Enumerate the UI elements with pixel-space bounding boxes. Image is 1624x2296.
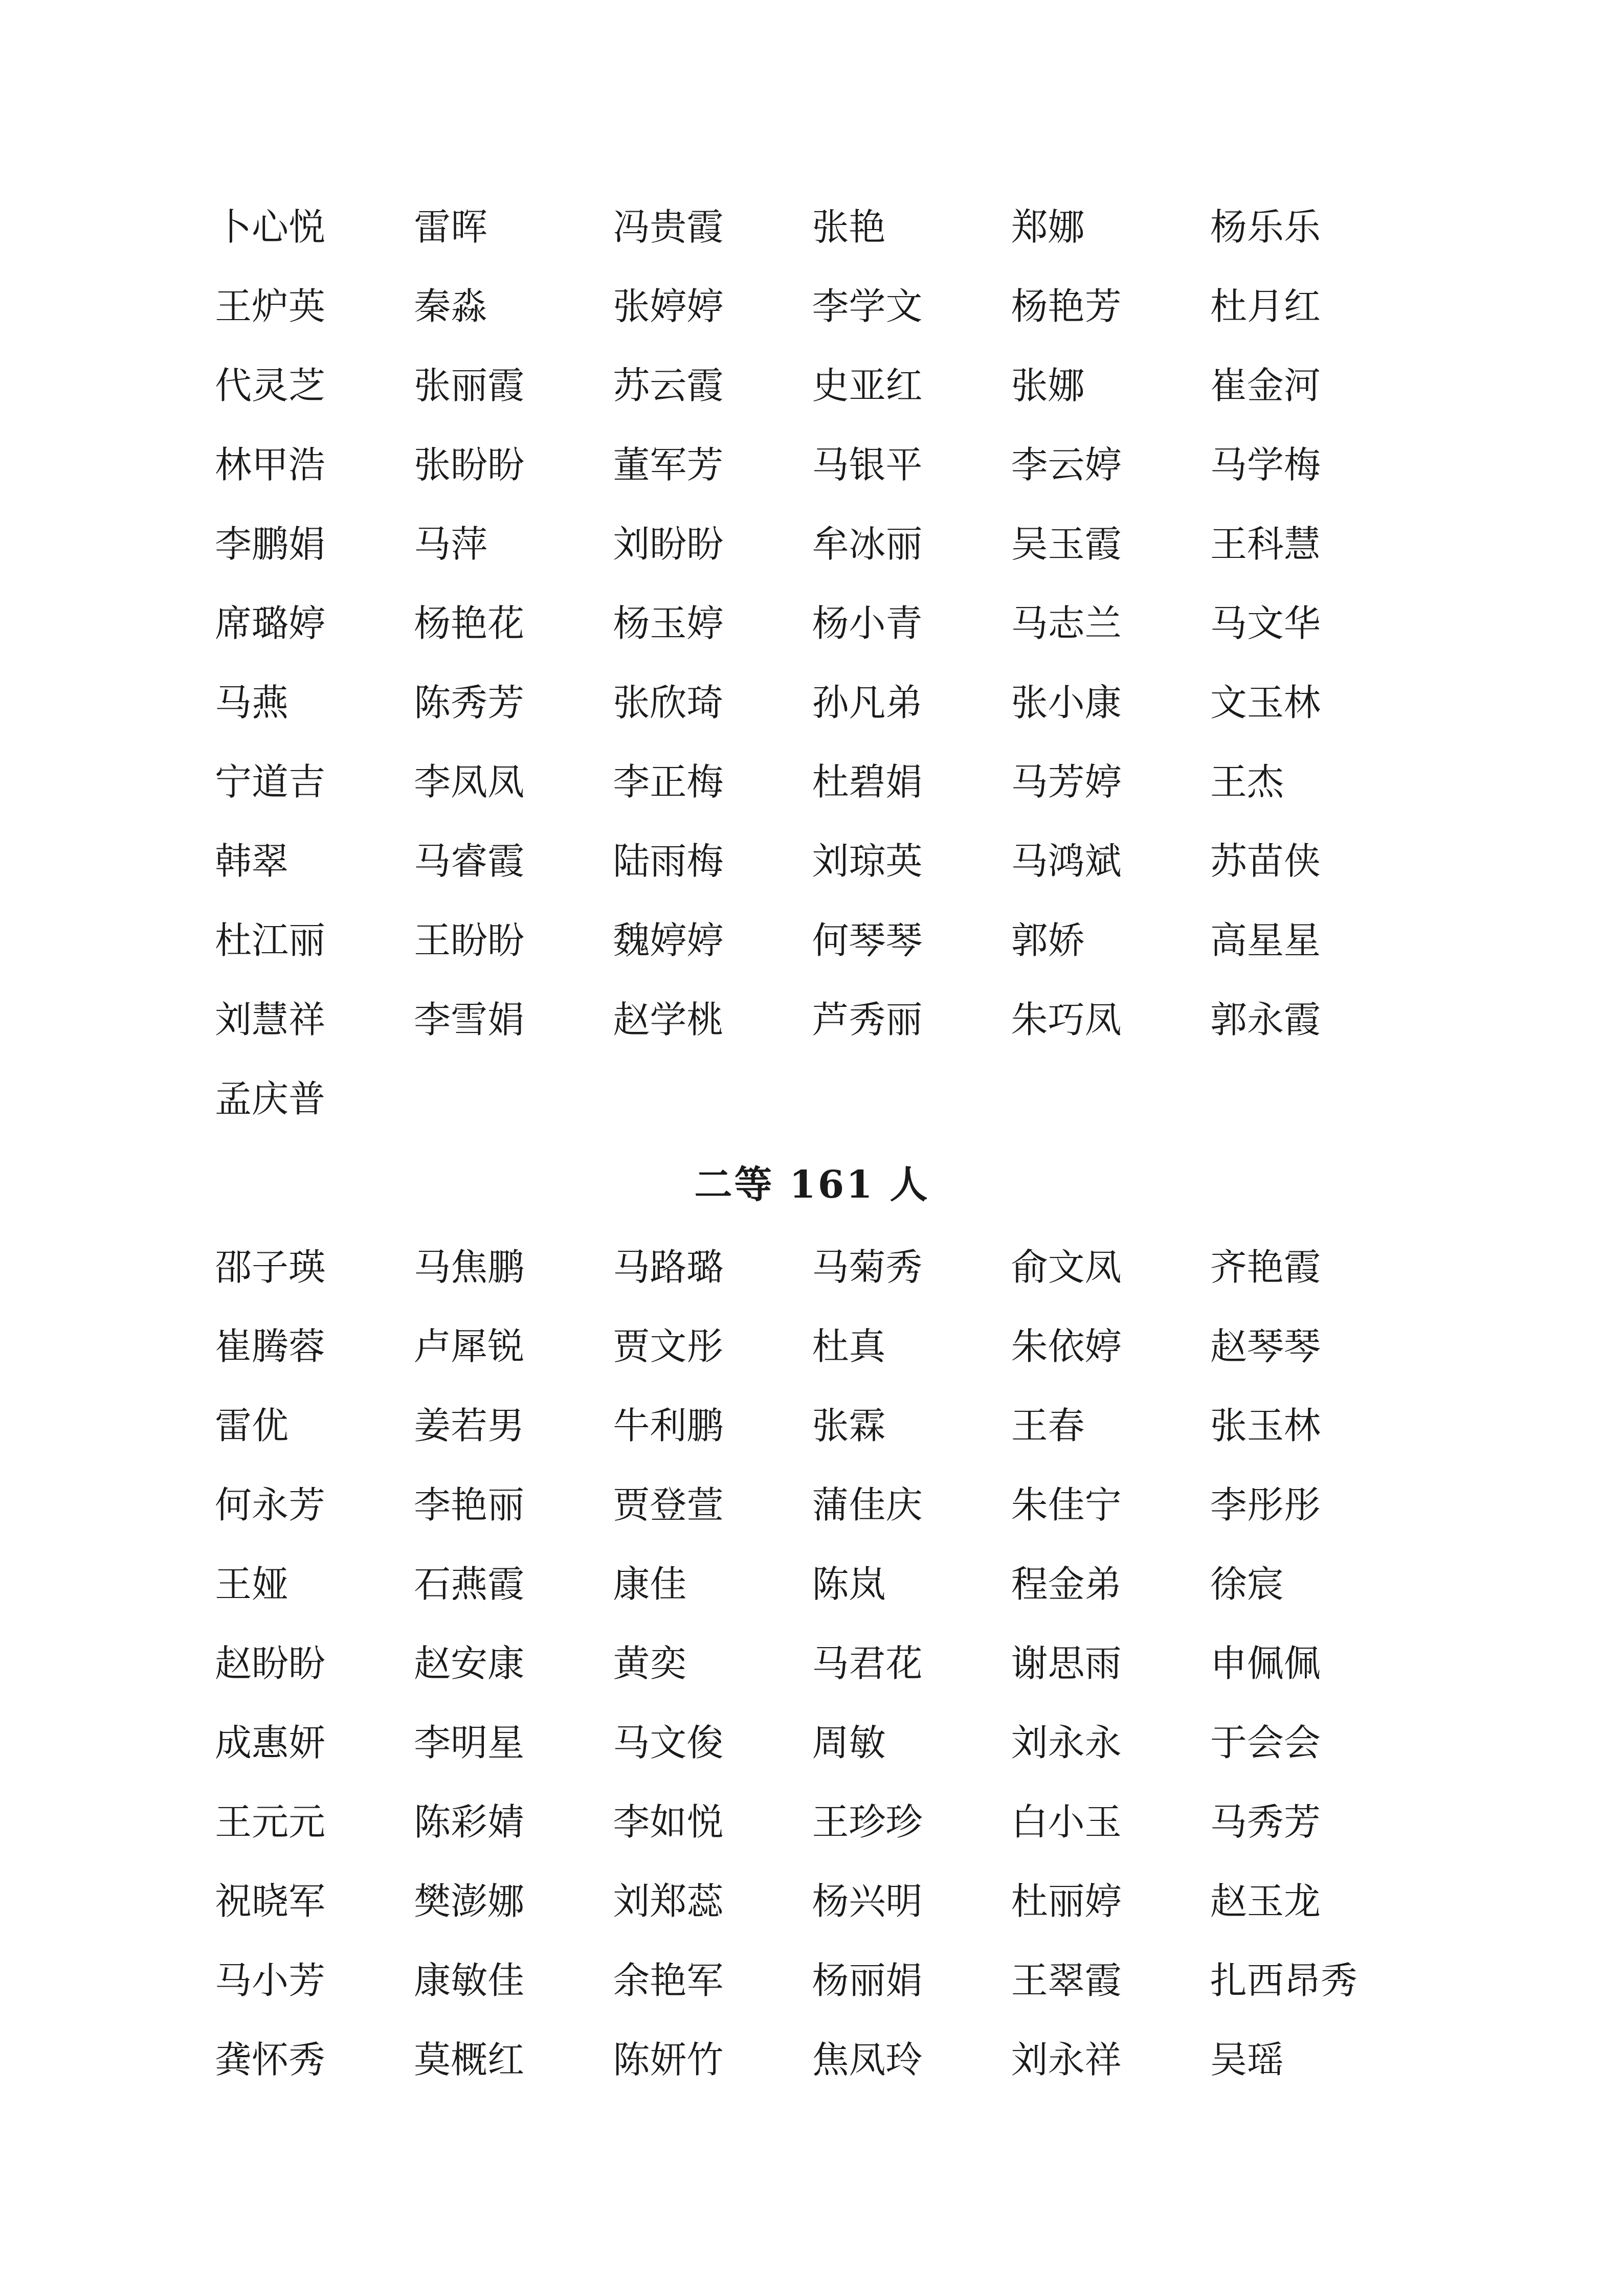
name-cell bbox=[414, 897, 613, 977]
name-cell bbox=[215, 1779, 414, 1858]
name-cell bbox=[812, 1620, 1011, 1700]
name-cell bbox=[215, 1303, 414, 1383]
name-cell bbox=[812, 739, 1011, 818]
name-cell bbox=[812, 660, 1011, 739]
name-cell bbox=[1011, 1858, 1210, 1938]
name-text: 于会会 bbox=[1210, 1721, 1321, 1764]
name-cell bbox=[414, 1700, 613, 1779]
name-cell bbox=[414, 501, 613, 580]
name-cell bbox=[215, 660, 414, 739]
name-cell bbox=[215, 739, 414, 818]
name-cell bbox=[613, 1303, 812, 1383]
name-text: 郭永霞 bbox=[1210, 998, 1321, 1041]
name-cell bbox=[613, 263, 812, 343]
name-cell bbox=[1210, 1700, 1409, 1779]
name-text: 芦秀丽 bbox=[812, 998, 923, 1041]
name-cell bbox=[414, 2017, 613, 2096]
name-cell bbox=[1210, 739, 1409, 818]
name-text: 白小玉 bbox=[1011, 1800, 1122, 1843]
name-cell bbox=[414, 739, 613, 818]
name-cell bbox=[1210, 422, 1409, 501]
name-text: 龚怀秀 bbox=[215, 2038, 326, 2081]
name-text: 李如悦 bbox=[613, 1800, 724, 1843]
name-text: 杨丽娟 bbox=[812, 1959, 923, 2002]
name-text: 刘永祥 bbox=[1011, 2038, 1122, 2081]
name-cell bbox=[215, 818, 414, 897]
name-cell bbox=[1210, 818, 1409, 897]
name-text: 张霖 bbox=[812, 1404, 886, 1447]
name-cell bbox=[812, 1541, 1011, 1620]
name-text: 马银平 bbox=[812, 443, 923, 486]
name-text: 蒲佳庆 bbox=[812, 1483, 923, 1526]
name-text: 冯贵霞 bbox=[613, 205, 724, 249]
name-text: 崔金河 bbox=[1210, 364, 1321, 407]
name-cell bbox=[215, 1858, 414, 1938]
name-text: 谢思雨 bbox=[1011, 1641, 1122, 1685]
name-text: 卢犀锐 bbox=[414, 1324, 525, 1368]
name-text: 何琴琴 bbox=[812, 918, 923, 962]
name-text: 韩翠 bbox=[215, 839, 289, 883]
name-cell bbox=[1011, 1224, 1210, 1303]
name-text: 杨艳芳 bbox=[1011, 284, 1122, 328]
name-text: 王娅 bbox=[215, 1562, 289, 1606]
name-cell bbox=[414, 184, 613, 263]
name-cell bbox=[1011, 1938, 1210, 2017]
name-cell bbox=[613, 2017, 812, 2096]
name-cell bbox=[613, 1938, 812, 2017]
name-text: 马小芳 bbox=[215, 1959, 326, 2002]
name-cell bbox=[812, 1303, 1011, 1383]
name-text: 王珍珍 bbox=[812, 1800, 923, 1843]
name-cell bbox=[1210, 977, 1409, 1056]
name-cell bbox=[812, 1383, 1011, 1462]
name-text: 王盼盼 bbox=[414, 918, 525, 962]
name-cell bbox=[613, 1858, 812, 1938]
name-text: 赵盼盼 bbox=[215, 1641, 326, 1685]
name-text: 马学梅 bbox=[1210, 443, 1321, 486]
name-text: 李学文 bbox=[812, 284, 923, 328]
name-cell bbox=[1210, 501, 1409, 580]
name-cell bbox=[215, 1224, 414, 1303]
name-cell bbox=[1011, 1541, 1210, 1620]
name-cell bbox=[1210, 660, 1409, 739]
name-cell bbox=[414, 818, 613, 897]
name-cell bbox=[613, 1462, 812, 1541]
name-cell bbox=[613, 1541, 812, 1620]
name-text: 李正梅 bbox=[613, 760, 724, 803]
name-cell bbox=[1210, 897, 1409, 977]
name-text: 余艳军 bbox=[613, 1959, 724, 2002]
name-cell bbox=[613, 184, 812, 263]
name-cell bbox=[414, 1938, 613, 2017]
name-text: 俞文凤 bbox=[1011, 1245, 1122, 1289]
name-text: 陈彩婧 bbox=[414, 1800, 525, 1843]
name-cell bbox=[1210, 1303, 1409, 1383]
name-cell bbox=[1011, 580, 1210, 660]
name-cell bbox=[1210, 580, 1409, 660]
name-text: 赵琴琴 bbox=[1210, 1324, 1321, 1368]
name-text: 杨玉婷 bbox=[613, 601, 724, 645]
name-cell bbox=[613, 501, 812, 580]
name-text: 姜若男 bbox=[414, 1404, 525, 1447]
name-cell bbox=[812, 184, 1011, 263]
name-text: 吴瑶 bbox=[1210, 2038, 1284, 2081]
name-text: 朱依婷 bbox=[1011, 1324, 1122, 1368]
name-cell bbox=[1011, 1383, 1210, 1462]
name-cell bbox=[414, 977, 613, 1056]
name-cell bbox=[613, 897, 812, 977]
name-cell bbox=[812, 897, 1011, 977]
name-text: 马鸿斌 bbox=[1011, 839, 1122, 883]
name-cell bbox=[1210, 1541, 1409, 1620]
name-cell bbox=[1011, 897, 1210, 977]
name-cell bbox=[812, 977, 1011, 1056]
name-cell bbox=[613, 660, 812, 739]
name-cell bbox=[1011, 739, 1210, 818]
name-text: 贾登萱 bbox=[613, 1483, 724, 1526]
name-cell bbox=[215, 343, 414, 422]
name-text: 陆雨梅 bbox=[613, 839, 724, 883]
name-text: 董军芳 bbox=[613, 443, 724, 486]
name-cell bbox=[613, 1700, 812, 1779]
name-cell bbox=[215, 2017, 414, 2096]
name-text: 王元元 bbox=[215, 1800, 326, 1843]
name-text: 李云婷 bbox=[1011, 443, 1122, 486]
name-text: 陈妍竹 bbox=[613, 2038, 724, 2081]
name-cell bbox=[1210, 1620, 1409, 1700]
name-cell bbox=[414, 1620, 613, 1700]
name-cell bbox=[1011, 184, 1210, 263]
name-text: 王炉英 bbox=[215, 284, 326, 328]
name-cell bbox=[215, 263, 414, 343]
name-cell bbox=[414, 1541, 613, 1620]
name-text: 郑娜 bbox=[1011, 205, 1085, 249]
name-text: 马文华 bbox=[1210, 601, 1321, 645]
name-cell bbox=[812, 1462, 1011, 1541]
name-text: 祝晓军 bbox=[215, 1879, 326, 1923]
name-text: 杨小青 bbox=[812, 601, 923, 645]
name-text: 赵安康 bbox=[414, 1641, 525, 1685]
name-cell bbox=[414, 580, 613, 660]
name-text: 杜丽婷 bbox=[1011, 1879, 1122, 1923]
name-cell bbox=[215, 580, 414, 660]
name-cell bbox=[215, 1056, 414, 1135]
name-text: 刘慧祥 bbox=[215, 998, 326, 1041]
name-text: 杨乐乐 bbox=[1210, 205, 1321, 249]
name-cell bbox=[613, 977, 812, 1056]
name-cell bbox=[1210, 263, 1409, 343]
name-cell bbox=[812, 1938, 1011, 2017]
name-cell bbox=[613, 1383, 812, 1462]
name-text: 雷优 bbox=[215, 1404, 289, 1447]
name-cell bbox=[215, 1462, 414, 1541]
name-text: 赵学桃 bbox=[613, 998, 724, 1041]
name-cell bbox=[613, 422, 812, 501]
name-cell bbox=[613, 818, 812, 897]
name-cell bbox=[414, 263, 613, 343]
name-text: 申佩佩 bbox=[1210, 1641, 1321, 1685]
name-text: 孙凡弟 bbox=[812, 681, 923, 724]
name-text: 席璐婷 bbox=[215, 601, 326, 645]
name-cell bbox=[812, 422, 1011, 501]
name-cell bbox=[812, 501, 1011, 580]
name-cell bbox=[1011, 660, 1210, 739]
name-cell bbox=[1011, 1620, 1210, 1700]
name-list-section-two bbox=[215, 1224, 1409, 2096]
name-text: 杨兴明 bbox=[812, 1879, 923, 1923]
section-two-title bbox=[215, 1155, 1409, 1209]
name-text: 李明星 bbox=[414, 1721, 525, 1764]
name-cell bbox=[414, 1383, 613, 1462]
name-text: 莫概红 bbox=[414, 2038, 525, 2081]
name-cell bbox=[812, 580, 1011, 660]
name-text: 马芳婷 bbox=[1011, 760, 1122, 803]
name-cell bbox=[1011, 1700, 1210, 1779]
name-cell bbox=[1210, 1462, 1409, 1541]
name-cell bbox=[215, 1541, 414, 1620]
name-text: 黄奕 bbox=[613, 1641, 687, 1685]
name-cell bbox=[1011, 501, 1210, 580]
name-cell bbox=[1011, 1779, 1210, 1858]
name-text: 康敏佳 bbox=[414, 1959, 525, 2002]
name-cell bbox=[414, 422, 613, 501]
name-text: 马路璐 bbox=[613, 1245, 724, 1289]
name-cell bbox=[1210, 1224, 1409, 1303]
name-text: 吴玉霞 bbox=[1011, 522, 1122, 566]
name-text: 张欣琦 bbox=[613, 681, 724, 724]
name-text: 张丽霞 bbox=[414, 364, 525, 407]
name-text: 代灵芝 bbox=[215, 364, 326, 407]
name-cell bbox=[613, 1620, 812, 1700]
name-text: 李鹏娟 bbox=[215, 522, 326, 566]
name-text: 成惠妍 bbox=[215, 1721, 326, 1764]
name-cell bbox=[1210, 1938, 1409, 2017]
name-text: 徐宸 bbox=[1210, 1562, 1284, 1606]
name-text: 秦淼 bbox=[414, 284, 488, 328]
name-text: 崔腾蓉 bbox=[215, 1324, 326, 1368]
name-cell bbox=[215, 1383, 414, 1462]
name-text: 康佳 bbox=[613, 1562, 687, 1606]
name-text: 赵玉龙 bbox=[1210, 1879, 1321, 1923]
name-cell bbox=[1210, 2017, 1409, 2096]
name-text: 文玉林 bbox=[1210, 681, 1321, 724]
name-text: 李艳丽 bbox=[414, 1483, 525, 1526]
name-cell bbox=[1011, 977, 1210, 1056]
name-cell bbox=[215, 422, 414, 501]
name-cell bbox=[414, 1779, 613, 1858]
name-cell bbox=[613, 580, 812, 660]
name-text: 马焦鹏 bbox=[414, 1245, 525, 1289]
name-cell bbox=[812, 263, 1011, 343]
name-cell bbox=[812, 1858, 1011, 1938]
name-cell bbox=[215, 1938, 414, 2017]
name-text: 史亚红 bbox=[812, 364, 923, 407]
name-cell bbox=[1210, 1858, 1409, 1938]
name-list-section-one bbox=[215, 184, 1409, 1135]
name-text: 高星星 bbox=[1210, 918, 1321, 962]
name-cell bbox=[215, 1620, 414, 1700]
name-cell bbox=[1011, 263, 1210, 343]
name-text: 杨艳花 bbox=[414, 601, 525, 645]
name-cell bbox=[1011, 1303, 1210, 1383]
section-two-title-text: 二等 161 人 bbox=[694, 1163, 930, 1207]
name-text: 扎西昂秀 bbox=[1210, 1959, 1358, 2002]
name-cell bbox=[1210, 1383, 1409, 1462]
name-cell bbox=[1011, 2017, 1210, 2096]
name-cell bbox=[215, 1700, 414, 1779]
name-text: 石燕霞 bbox=[414, 1562, 525, 1606]
name-text: 雷晖 bbox=[414, 205, 488, 249]
name-text: 牛利鹏 bbox=[613, 1404, 724, 1447]
name-cell bbox=[215, 977, 414, 1056]
name-text: 卜心悦 bbox=[215, 205, 326, 249]
name-text: 刘琼英 bbox=[812, 839, 923, 883]
name-text: 马秀芳 bbox=[1210, 1800, 1321, 1843]
name-text: 贾文彤 bbox=[613, 1324, 724, 1368]
name-text: 杜江丽 bbox=[215, 918, 326, 962]
name-text: 朱佳宁 bbox=[1011, 1483, 1122, 1526]
name-text: 马燕 bbox=[215, 681, 289, 724]
name-text: 马睿霞 bbox=[414, 839, 525, 883]
name-text: 刘盼盼 bbox=[613, 522, 724, 566]
name-text: 焦凤玲 bbox=[812, 2038, 923, 2081]
name-cell bbox=[414, 1224, 613, 1303]
name-text: 林甲浩 bbox=[215, 443, 326, 486]
name-text: 孟庆普 bbox=[215, 1077, 326, 1120]
name-text: 马文俊 bbox=[613, 1721, 724, 1764]
name-text: 何永芳 bbox=[215, 1483, 326, 1526]
name-cell bbox=[414, 660, 613, 739]
name-text: 杜真 bbox=[812, 1324, 886, 1368]
name-text: 郭娇 bbox=[1011, 918, 1085, 962]
name-text: 张婷婷 bbox=[613, 284, 724, 328]
name-cell bbox=[414, 1303, 613, 1383]
name-text: 王杰 bbox=[1210, 760, 1284, 803]
name-text: 张艳 bbox=[812, 205, 886, 249]
name-text: 马萍 bbox=[414, 522, 488, 566]
name-text: 牟冰丽 bbox=[812, 522, 923, 566]
name-cell bbox=[414, 343, 613, 422]
name-text: 王科慧 bbox=[1210, 522, 1321, 566]
name-text: 李彤彤 bbox=[1210, 1483, 1321, 1526]
name-text: 杜碧娟 bbox=[812, 760, 923, 803]
name-text: 苏苗侠 bbox=[1210, 839, 1321, 883]
name-text: 陈岚 bbox=[812, 1562, 886, 1606]
name-cell bbox=[812, 1779, 1011, 1858]
name-cell bbox=[1011, 422, 1210, 501]
name-text: 樊澎娜 bbox=[414, 1879, 525, 1923]
name-text: 苏云霞 bbox=[613, 364, 724, 407]
name-text: 魏婷婷 bbox=[613, 918, 724, 962]
name-cell bbox=[1210, 1779, 1409, 1858]
name-text: 程金弟 bbox=[1011, 1562, 1122, 1606]
name-text: 刘郑蕊 bbox=[613, 1879, 724, 1923]
name-text: 李凤凤 bbox=[414, 760, 525, 803]
name-text: 张小康 bbox=[1011, 681, 1122, 724]
name-text: 马志兰 bbox=[1011, 601, 1122, 645]
name-cell bbox=[812, 2017, 1011, 2096]
name-cell bbox=[215, 501, 414, 580]
name-cell bbox=[1210, 184, 1409, 263]
name-cell bbox=[812, 818, 1011, 897]
name-cell bbox=[613, 1224, 812, 1303]
name-text: 马菊秀 bbox=[812, 1245, 923, 1289]
name-text: 王春 bbox=[1011, 1404, 1085, 1447]
name-cell bbox=[414, 1858, 613, 1938]
name-cell bbox=[215, 897, 414, 977]
name-text: 刘永永 bbox=[1011, 1721, 1122, 1764]
name-cell bbox=[1011, 1462, 1210, 1541]
name-text: 张玉林 bbox=[1210, 1404, 1321, 1447]
name-text: 张盼盼 bbox=[414, 443, 525, 486]
name-cell bbox=[613, 343, 812, 422]
name-text: 张娜 bbox=[1011, 364, 1085, 407]
name-cell bbox=[414, 1462, 613, 1541]
name-text: 陈秀芳 bbox=[414, 681, 525, 724]
name-cell bbox=[812, 1224, 1011, 1303]
name-text: 李雪娟 bbox=[414, 998, 525, 1041]
name-text: 马君花 bbox=[812, 1641, 923, 1685]
name-cell bbox=[1210, 343, 1409, 422]
name-cell bbox=[812, 1700, 1011, 1779]
name-cell bbox=[1011, 343, 1210, 422]
name-cell bbox=[812, 343, 1011, 422]
name-text: 宁道吉 bbox=[215, 760, 326, 803]
name-cell bbox=[1011, 818, 1210, 897]
name-text: 周敏 bbox=[812, 1721, 886, 1764]
name-text: 杜月红 bbox=[1210, 284, 1321, 328]
name-text: 朱巧凤 bbox=[1011, 998, 1122, 1041]
name-cell bbox=[215, 184, 414, 263]
name-text: 邵子瑛 bbox=[215, 1245, 326, 1289]
name-cell bbox=[613, 1779, 812, 1858]
name-text: 齐艳霞 bbox=[1210, 1245, 1321, 1289]
name-text: 王翠霞 bbox=[1011, 1959, 1122, 2002]
name-cell bbox=[613, 739, 812, 818]
